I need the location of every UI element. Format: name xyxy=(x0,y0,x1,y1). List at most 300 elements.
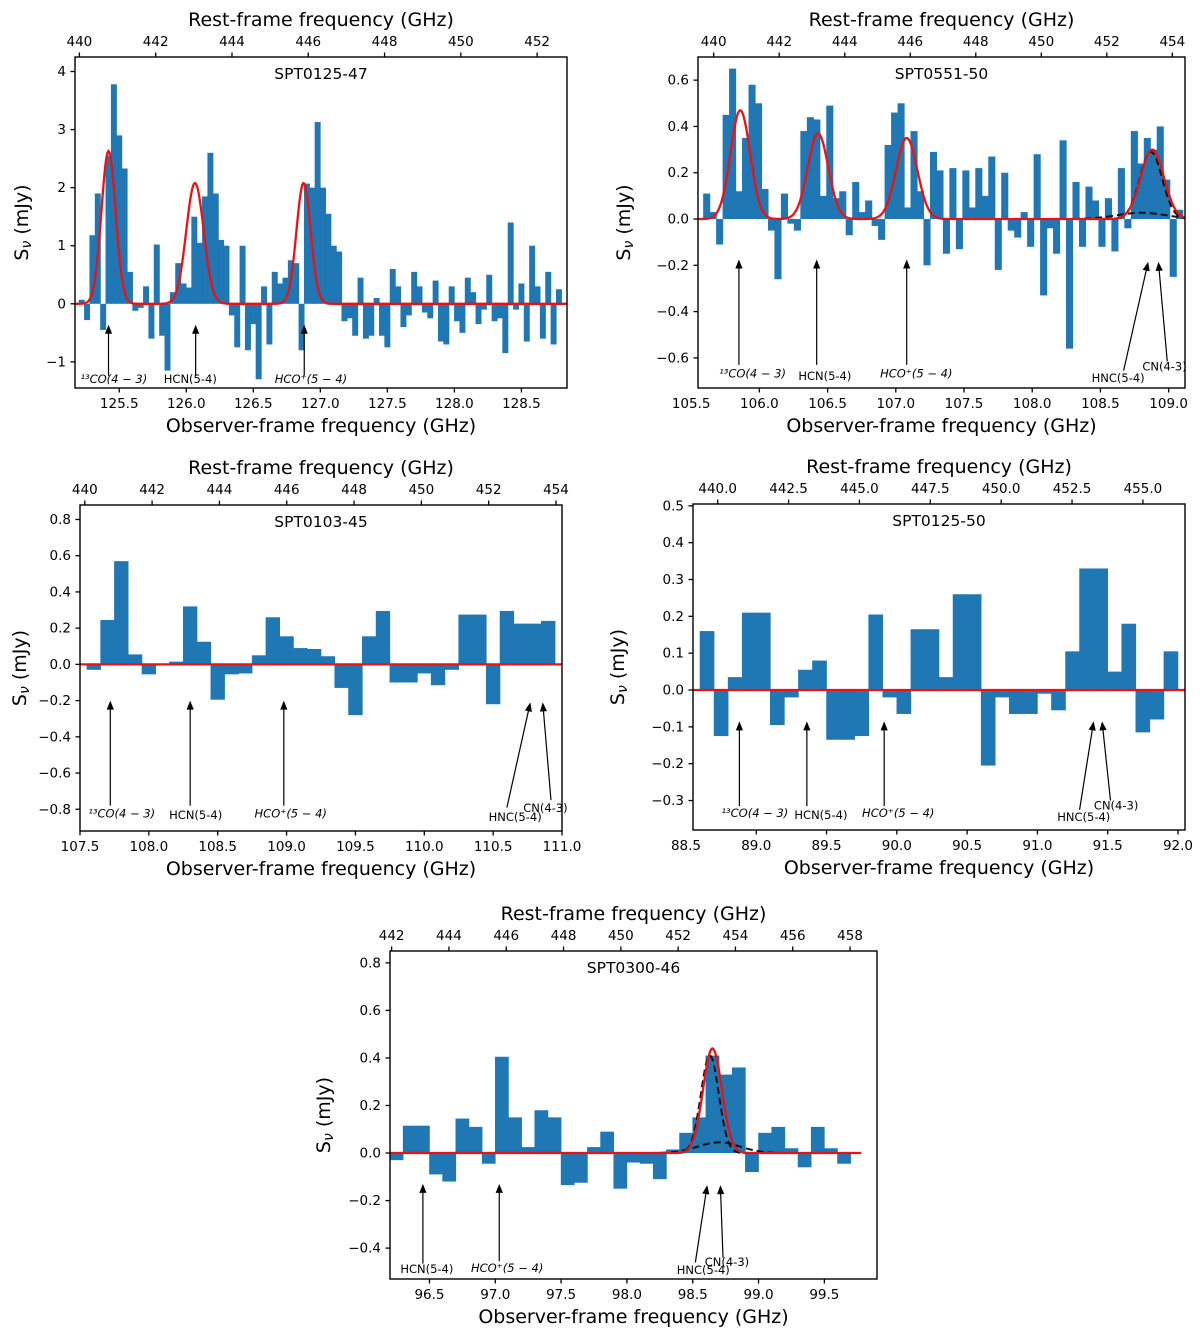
rest-tick-label: 445.0 xyxy=(840,481,879,497)
x-axis-top xyxy=(379,903,863,951)
spectrum-plot-spt0125-47 xyxy=(0,0,600,445)
x-axis-label: Observer-frame frequency (GHz) xyxy=(165,858,477,880)
panel-title: SPT0125-50 xyxy=(892,512,986,530)
bar xyxy=(613,1153,627,1189)
bar xyxy=(84,304,90,320)
bar xyxy=(967,594,982,690)
bar xyxy=(234,304,240,348)
x-tick-label: 90.5 xyxy=(952,838,983,854)
x-tick-label: 105.5 xyxy=(671,396,711,412)
y-tick-label: −0.4 xyxy=(348,1240,381,1257)
bar xyxy=(277,283,283,303)
line-annotation xyxy=(880,260,952,381)
bar xyxy=(197,243,203,304)
x-tick-label: 111.0 xyxy=(542,839,582,855)
bar xyxy=(1008,219,1015,231)
annotation-label: HCO⁺(5 − 4) xyxy=(880,366,953,381)
x-tick-label: 99.0 xyxy=(743,1287,774,1303)
rest-tick-label: 458 xyxy=(837,928,863,944)
bar xyxy=(556,289,562,304)
x-tick-label: 98.0 xyxy=(611,1287,642,1303)
bar xyxy=(197,642,211,665)
bar xyxy=(165,304,171,371)
x-axis-top xyxy=(698,456,1162,504)
bar xyxy=(331,246,337,304)
histogram-bars xyxy=(700,568,1179,765)
annotation-arrowhead-icon xyxy=(702,1185,709,1194)
bar xyxy=(756,613,771,690)
bar xyxy=(837,1153,851,1164)
x-axis-bottom xyxy=(672,388,1188,437)
annotation-label: HNC(5-4) xyxy=(1057,809,1111,824)
line-annotation xyxy=(705,1185,749,1269)
rest-tick-label: 442 xyxy=(378,928,405,944)
bar xyxy=(191,217,197,304)
rest-tick-label: 446 xyxy=(295,34,322,50)
bar xyxy=(224,246,230,304)
annotation-label: HCN(5-4) xyxy=(163,371,217,386)
x-tick-label: 110.5 xyxy=(473,839,513,855)
bar xyxy=(1085,187,1092,219)
x-tick-label: 109.0 xyxy=(267,839,306,855)
y-tick-label: −0.4 xyxy=(38,729,71,746)
histogram-bars xyxy=(79,84,562,379)
bar xyxy=(293,648,307,664)
bar xyxy=(443,304,449,345)
annotation-arrowhead-icon xyxy=(540,702,547,711)
rest-tick-label: 448 xyxy=(550,928,577,944)
bar xyxy=(535,286,541,303)
rest-tick-label: 450.0 xyxy=(981,481,1021,497)
bar xyxy=(400,304,406,327)
annotation-arrowhead-icon xyxy=(496,1184,503,1193)
bar xyxy=(736,191,743,219)
bar xyxy=(100,304,106,330)
annotation-arrowhead-icon xyxy=(1143,262,1150,272)
spectrum-plot-spt0551-50 xyxy=(600,0,1200,445)
bar xyxy=(186,288,192,304)
x-tick-label: 92.0 xyxy=(1162,838,1194,854)
x-tick-label: 107.5 xyxy=(944,396,984,412)
bar xyxy=(545,272,551,304)
line-annotation xyxy=(721,721,788,820)
bar xyxy=(1047,219,1054,228)
bar xyxy=(943,219,950,254)
bar xyxy=(758,1133,772,1153)
x-tick-label: 99.5 xyxy=(809,1287,840,1303)
annotation-arrowhead-icon xyxy=(1089,721,1096,730)
bar xyxy=(524,304,530,342)
annotation-arrow-line xyxy=(695,1191,706,1262)
annotation-label: HNC(5-4) xyxy=(1091,371,1145,386)
bar xyxy=(347,304,353,319)
y-tick-label: 0.4 xyxy=(359,1050,381,1067)
rest-tick-label: 452 xyxy=(1093,34,1120,50)
bar xyxy=(911,629,926,690)
bar xyxy=(846,219,853,235)
bar xyxy=(508,223,514,304)
bar xyxy=(279,636,293,664)
x-tick-label: 108.5 xyxy=(1081,396,1120,412)
bar xyxy=(106,156,112,304)
bar xyxy=(500,611,514,664)
annotation-label: ¹³CO(4 − 3) xyxy=(719,366,786,381)
annotation-arrowhead-icon xyxy=(1156,262,1163,271)
rest-tick-label: 456 xyxy=(779,928,806,944)
bar xyxy=(988,157,995,219)
x-tick-label: 106.0 xyxy=(740,396,779,412)
bar xyxy=(148,304,154,339)
rest-tick-label: 454 xyxy=(722,928,749,944)
rest-tick-label: 448 xyxy=(371,34,398,50)
annotation-label: HCO⁺(5 − 4) xyxy=(274,371,348,386)
bar xyxy=(1079,568,1094,690)
rest-tick-label: 455.0 xyxy=(1123,481,1163,497)
x-tick-label: 126.0 xyxy=(166,396,206,412)
annotation-arrowhead-icon xyxy=(187,701,194,710)
bar xyxy=(128,654,142,664)
y-axis-label: Sν (mJy) xyxy=(613,184,637,261)
bar xyxy=(293,263,299,304)
rest-tick-label: 442.5 xyxy=(769,481,808,497)
annotation-arrow-line xyxy=(1080,728,1093,810)
bar xyxy=(307,649,321,664)
bar xyxy=(561,1153,575,1185)
bar xyxy=(492,304,498,321)
bar xyxy=(261,286,267,303)
bar xyxy=(982,196,989,219)
bar xyxy=(417,664,431,673)
y-tick-label: 1 xyxy=(57,238,66,255)
y-tick-label: 0.2 xyxy=(359,1097,381,1114)
x-axis-bottom xyxy=(414,1279,839,1328)
line-annotation xyxy=(88,701,155,821)
bar xyxy=(114,561,128,664)
annotation-arrowhead-icon xyxy=(280,701,287,710)
x-tick-label: 97.5 xyxy=(546,1287,577,1303)
bar xyxy=(1098,219,1105,247)
panel-spt0125-47 xyxy=(0,0,600,445)
line-annotation xyxy=(1142,262,1186,374)
bar xyxy=(742,613,757,690)
y-axis-label: Sν (mJy) xyxy=(9,629,33,707)
bar xyxy=(266,617,280,664)
bar xyxy=(1001,173,1008,219)
x-tick-label: 88.5 xyxy=(670,838,702,854)
annotation-arrowhead-icon xyxy=(419,1184,426,1193)
bar xyxy=(390,269,396,304)
bar xyxy=(969,207,976,219)
bar xyxy=(472,615,486,665)
bar xyxy=(540,304,546,339)
bar xyxy=(143,286,149,303)
bar xyxy=(250,304,256,324)
bar xyxy=(341,304,347,321)
x-tick-label: 89.0 xyxy=(741,838,772,854)
x-tick-label: 128.5 xyxy=(502,396,541,412)
bar xyxy=(379,304,385,336)
spectrum-plot-spt0125-50 xyxy=(600,443,1200,893)
bar xyxy=(458,615,472,665)
annotation-arrow-line xyxy=(507,709,529,808)
y-tick-label: 2 xyxy=(57,180,66,197)
bar xyxy=(732,1067,746,1153)
line-annotation xyxy=(862,721,934,820)
x-tick-label: 90.0 xyxy=(881,838,912,854)
line-annotation xyxy=(798,260,851,383)
x-axis-bottom xyxy=(61,831,582,880)
spectrum-plot-spt0300-46 xyxy=(280,890,920,1336)
annotation-label: CN(4-3) xyxy=(1142,359,1187,374)
y-tick-label: −0.6 xyxy=(38,765,71,782)
annotation-arrowhead-icon xyxy=(1099,721,1106,730)
panel-spt0103-45 xyxy=(0,443,600,893)
rest-tick-label: 454 xyxy=(543,482,569,498)
bar xyxy=(1072,182,1079,219)
bar xyxy=(923,219,930,265)
rest-tick-label: 450 xyxy=(447,34,474,50)
bar xyxy=(930,152,937,219)
y-tick-label: 0.0 xyxy=(662,682,684,699)
plot-frame xyxy=(390,951,877,1279)
panel-spt0300-46 xyxy=(280,890,920,1336)
bar xyxy=(368,304,374,336)
bar xyxy=(925,629,940,690)
bar xyxy=(449,286,455,303)
y-tick-label: −0.2 xyxy=(651,756,684,773)
rest-tick-label: 448 xyxy=(341,482,367,498)
bar xyxy=(1027,219,1034,247)
top-axis-label: Rest-frame frequency (GHz) xyxy=(500,903,767,925)
bar xyxy=(486,275,492,304)
bar xyxy=(497,304,503,319)
bar xyxy=(1023,690,1038,714)
y-tick-label: −0.1 xyxy=(651,719,684,736)
bar xyxy=(514,624,528,665)
x-tick-label: 128.0 xyxy=(435,396,474,412)
y-tick-label: 0.6 xyxy=(359,1002,381,1019)
bar xyxy=(551,304,557,345)
y-tick-label: −0.4 xyxy=(656,304,689,321)
y-tick-label: 0.2 xyxy=(667,165,689,182)
bar xyxy=(787,219,794,224)
x-tick-label: 106.5 xyxy=(808,396,847,412)
x-tick-label: 125.5 xyxy=(99,396,139,412)
rest-tick-label: 444 xyxy=(219,34,245,50)
x-tick-label: 127.0 xyxy=(301,396,340,412)
annotation-arrowhead-icon xyxy=(803,721,810,730)
x-tick-label: 91.0 xyxy=(1022,838,1053,854)
y-axis-label: Sν (mJy) xyxy=(607,628,631,706)
bar xyxy=(456,1119,470,1153)
bar xyxy=(348,664,362,715)
bar xyxy=(872,219,879,226)
bar xyxy=(321,656,335,664)
rest-tick-label: 442 xyxy=(139,482,165,498)
x-tick-label: 89.5 xyxy=(811,838,842,854)
bar xyxy=(358,278,364,304)
panel-title: SPT0103-45 xyxy=(274,513,368,531)
bar xyxy=(427,304,433,319)
rest-tick-label: 450 xyxy=(408,482,435,498)
histogram-bars xyxy=(87,561,556,715)
bar xyxy=(975,168,982,219)
annotation-label: ¹³CO(4 − 3) xyxy=(80,371,148,386)
x-axis-bottom xyxy=(100,388,541,437)
bar xyxy=(252,655,266,664)
annotation-arrowhead-icon xyxy=(525,702,532,712)
panel-spt0551-50 xyxy=(600,0,1200,445)
bar xyxy=(949,168,956,219)
line-annotation xyxy=(80,325,147,386)
annotation-arrow-line xyxy=(543,709,551,801)
bar xyxy=(742,138,749,219)
bar xyxy=(541,621,555,664)
bar xyxy=(429,1153,443,1174)
bar xyxy=(1079,219,1086,247)
y-tick-label: 0.6 xyxy=(49,548,71,565)
annotation-arrow-line xyxy=(1103,728,1111,801)
bar xyxy=(774,219,781,279)
x-tick-label: 108.0 xyxy=(1012,396,1052,412)
y-axis xyxy=(9,512,80,818)
line-annotation xyxy=(523,702,567,815)
bar xyxy=(495,1057,509,1153)
rest-tick-label: 454 xyxy=(1159,34,1186,50)
panel-spt0125-50 xyxy=(600,443,1200,893)
bar xyxy=(433,281,439,304)
y-tick-label: 0.3 xyxy=(662,572,684,589)
bar xyxy=(548,1117,562,1153)
y-tick-label: −0.3 xyxy=(651,793,684,810)
annotation-label: CN(4-3) xyxy=(523,800,568,815)
annotation-label: HNC(5-4) xyxy=(676,1263,730,1278)
bar xyxy=(211,664,225,699)
bar xyxy=(771,1127,785,1153)
bar xyxy=(627,1153,641,1163)
line-annotation xyxy=(275,325,347,386)
bar xyxy=(403,664,417,682)
bar xyxy=(403,1126,417,1153)
x-tick-label: 108.0 xyxy=(129,839,169,855)
y-tick-label: 0.2 xyxy=(662,608,684,625)
bar xyxy=(442,1153,456,1182)
bar xyxy=(854,690,869,736)
x-tick-label: 98.5 xyxy=(677,1287,708,1303)
bar xyxy=(482,1153,496,1164)
y-axis xyxy=(607,498,693,809)
bar xyxy=(770,690,785,725)
bar xyxy=(362,636,376,664)
top-axis-label: Rest-frame frequency (GHz) xyxy=(188,457,454,479)
rest-tick-label: 444 xyxy=(206,482,233,498)
annotation-arrowhead-icon xyxy=(903,260,910,269)
bar xyxy=(811,1127,825,1153)
x-axis-top xyxy=(66,9,550,57)
histogram-bars xyxy=(390,1056,851,1189)
annotation-arrowhead-icon xyxy=(735,260,742,269)
y-tick-label: 0.1 xyxy=(662,645,684,662)
top-axis-label: Rest-frame frequency (GHz) xyxy=(188,9,454,31)
rest-tick-label: 446 xyxy=(897,34,924,50)
bar xyxy=(416,1126,430,1153)
line-annotation xyxy=(400,1184,453,1276)
top-axis-label: Rest-frame frequency (GHz) xyxy=(808,9,1075,31)
x-tick-label: 110.0 xyxy=(404,839,444,855)
y-tick-label: 0.4 xyxy=(662,535,684,552)
bar xyxy=(1136,690,1151,732)
x-tick-label: 107.5 xyxy=(60,839,100,855)
bar xyxy=(878,219,885,240)
rest-tick-label: 446 xyxy=(493,928,520,944)
rest-tick-label: 452 xyxy=(475,482,502,498)
bar xyxy=(956,219,963,249)
y-tick-label: −0.8 xyxy=(38,801,71,818)
bar xyxy=(154,245,160,304)
annotation-label: HNC(5-4) xyxy=(488,810,542,825)
rest-tick-label: 447.5 xyxy=(910,481,950,497)
bar xyxy=(256,304,262,379)
x-axis-label: Observer-frame frequency (GHz) xyxy=(478,1306,789,1328)
bar xyxy=(240,246,246,304)
annotation-label: CN(4-3) xyxy=(704,1254,750,1269)
bar xyxy=(700,631,715,690)
annotation-arrowhead-icon xyxy=(107,701,114,710)
rest-tick-label: 444 xyxy=(436,928,462,944)
bar xyxy=(936,170,943,219)
bar xyxy=(820,196,827,219)
rest-tick-label: 440 xyxy=(66,34,93,50)
x-axis-label: Observer-frame frequency (GHz) xyxy=(786,415,1097,437)
y-tick-label: −1 xyxy=(46,354,66,371)
y-tick-label: 0.2 xyxy=(49,620,71,637)
bar xyxy=(417,286,423,303)
y-tick-label: 0.4 xyxy=(49,584,71,601)
bar xyxy=(703,194,710,219)
bar xyxy=(406,304,412,316)
panel-title: SPT0300-46 xyxy=(586,959,681,977)
y-axis xyxy=(613,73,698,367)
histogram-bars xyxy=(703,69,1183,349)
x-tick-label: 127.5 xyxy=(368,396,407,412)
y-tick-label: 0.5 xyxy=(662,498,684,515)
bar xyxy=(363,304,369,339)
bar xyxy=(181,283,187,303)
y-axis xyxy=(11,64,75,370)
bar xyxy=(486,664,500,704)
annotation-label: HCO⁺(5 − 4) xyxy=(862,806,935,821)
bar xyxy=(1093,568,1108,690)
rest-tick-label: 452.5 xyxy=(1052,481,1092,497)
line-annotation xyxy=(1092,262,1150,385)
x-tick-label: 91.5 xyxy=(1092,838,1123,854)
bar xyxy=(1053,219,1060,254)
y-tick-label: 0.4 xyxy=(667,118,689,135)
rest-tick-label: 440 xyxy=(700,34,727,50)
x-tick-label: 109.0 xyxy=(1149,396,1188,412)
bar xyxy=(653,1153,667,1179)
x-tick-label: 97.0 xyxy=(480,1287,511,1303)
bar xyxy=(852,182,859,219)
bar xyxy=(469,1127,483,1153)
bar xyxy=(706,1056,720,1153)
rest-tick-label: 442 xyxy=(766,34,793,50)
bar xyxy=(939,677,954,690)
rest-tick-label: 444 xyxy=(831,34,858,50)
bar xyxy=(272,272,278,304)
bar xyxy=(1092,201,1099,220)
bar xyxy=(1009,690,1024,714)
